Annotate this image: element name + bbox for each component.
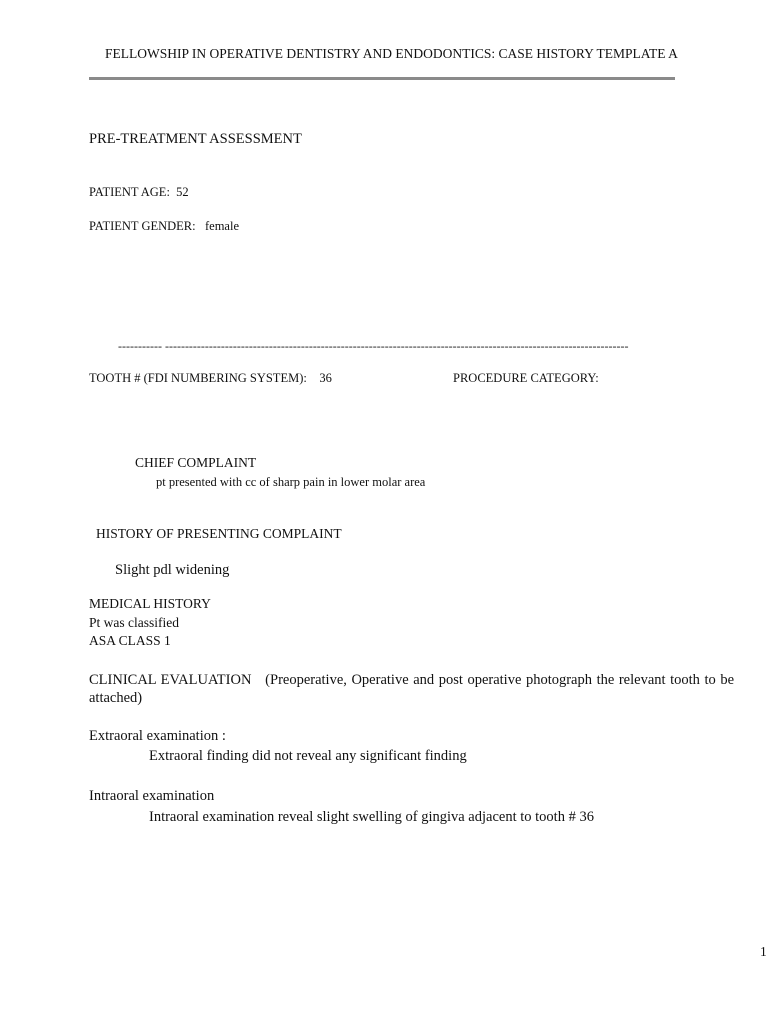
medical-history-heading: MEDICAL HISTORY [89,596,211,611]
clinical-evaluation-note: (Preoperative, Operative and post operative photograph the relevant tooth to be attached) [89,672,735,706]
clinical-evaluation-block [89,671,734,707]
tooth-row [89,371,332,386]
patient-gender-row [89,219,239,234]
patient-age-label: PATIENT AGE: [89,185,170,199]
tooth-label: TOOTH # (FDI NUMBERING SYSTEM): [89,371,307,385]
dashed-separator: ----------- -------------------------------------------------------------------------------------------------------------------- [118,339,629,353]
medical-history-line2: ASA CLASS 1 [89,633,171,648]
chief-complaint-heading: CHIEF COMPLAINT [135,455,257,470]
intraoral-text: Intraoral examination reveal slight swelling of gingiva adjacent to tooth # 36 [149,809,594,825]
history-presenting-heading: HISTORY OF PRESENTING COMPLAINT [96,526,342,541]
intraoral-label: Intraoral examination [89,788,215,804]
patient-age-value: 52 [176,185,189,199]
document-header-title: FELLOWSHIP IN OPERATIVE DENTISTRY AND ENDODONTICS: CASE HISTORY TEMPLATE A [105,46,678,61]
patient-gender-value: female [204,219,239,233]
extraoral-label: Extraoral examination : [89,728,226,744]
clinical-evaluation-heading: CLINICAL EVALUATION [89,672,252,688]
extraoral-text: Extraoral finding did not reveal any significant finding [149,748,467,764]
history-presenting-text: Slight pdl widening [115,562,230,578]
procedure-category-label: PROCEDURE CATEGORY: [453,371,599,385]
patient-gender-label: PATIENT GENDER: [89,219,196,233]
patient-age-row [89,185,189,200]
tooth-value: 36 [319,371,332,385]
medical-history-line1: Pt was classified [89,615,179,630]
pretreatment-heading: PRE-TREATMENT ASSESSMENT [89,131,302,147]
header-rule [89,77,675,80]
chief-complaint-text: pt presented with cc of sharp pain in lower molar area [156,475,426,489]
page-number: 1 [760,944,767,959]
